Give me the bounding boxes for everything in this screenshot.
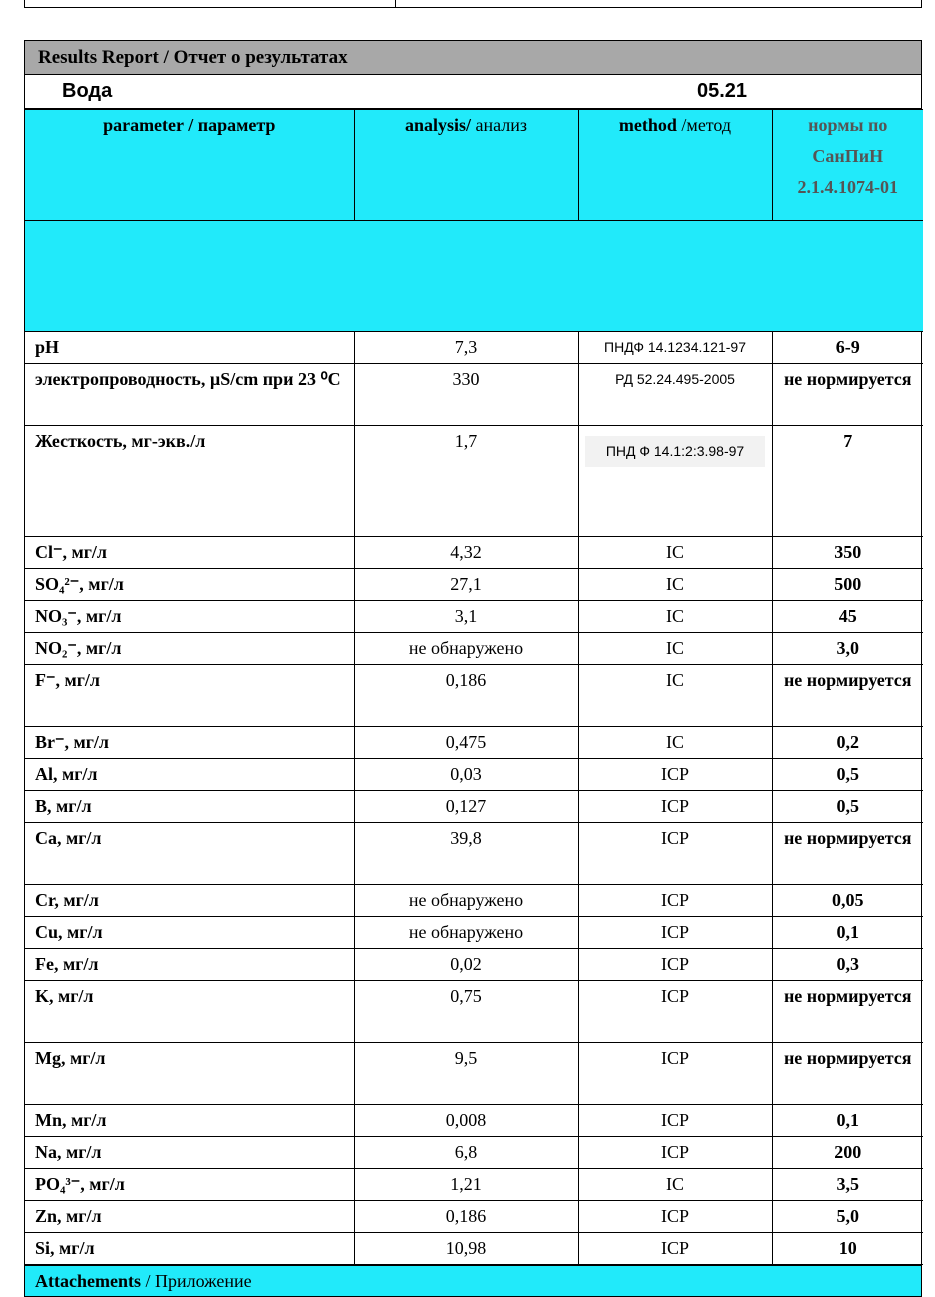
sample-name: Вода <box>62 80 113 102</box>
table-row <box>25 1105 923 1137</box>
row-parameter: Жесткость, мг-экв./л <box>25 426 354 537</box>
row-analysis: 39,8 <box>354 823 578 885</box>
row-parameter: NO₃⁻, мг/л <box>25 601 354 633</box>
row-method: IC <box>578 569 772 601</box>
table-row <box>25 727 923 759</box>
row-method: ICP <box>578 1105 772 1137</box>
row-analysis: 0,03 <box>354 759 578 791</box>
row-analysis: 0,186 <box>354 665 578 727</box>
table-row <box>25 1233 923 1265</box>
row-parameter: B, мг/л <box>25 791 354 823</box>
row-method: ICP <box>578 823 772 885</box>
row-parameter: SO₄²⁻, мг/л <box>25 569 354 601</box>
table-row <box>25 823 923 885</box>
row-parameter: Mg, мг/л <box>25 1043 354 1105</box>
row-analysis: не обнаружено <box>354 885 578 917</box>
row-parameter: K, мг/л <box>25 981 354 1043</box>
table-row <box>25 1201 923 1233</box>
row-analysis: 7,3 <box>354 332 578 364</box>
header-parameter: parameter / параметр <box>25 110 354 221</box>
row-method: ICP <box>578 1137 772 1169</box>
row-norm: 3,5 <box>772 1169 923 1201</box>
row-analysis: не обнаружено <box>354 633 578 665</box>
row-parameter: pH <box>25 332 354 364</box>
row-norm: не нормируется <box>772 1043 923 1105</box>
row-norm: 0,3 <box>772 949 923 981</box>
row-method: IC <box>578 727 772 759</box>
header-method: method /метод <box>578 110 772 221</box>
table-row <box>25 665 923 727</box>
row-norm: 0,1 <box>772 1105 923 1137</box>
table-row <box>25 601 923 633</box>
row-parameter: F⁻, мг/л <box>25 665 354 727</box>
row-parameter: Fe, мг/л <box>25 949 354 981</box>
row-analysis: 27,1 <box>354 569 578 601</box>
row-analysis: 0,008 <box>354 1105 578 1137</box>
table-row <box>25 426 923 537</box>
table-row <box>25 1043 923 1105</box>
row-norm: 350 <box>772 537 923 569</box>
row-parameter: Zn, мг/л <box>25 1201 354 1233</box>
row-method: ICP <box>578 1233 772 1265</box>
previous-table-fragment <box>24 0 922 8</box>
attachments-table <box>25 1265 921 1296</box>
row-analysis: 10,98 <box>354 1233 578 1265</box>
table-row <box>25 759 923 791</box>
row-analysis: 4,32 <box>354 537 578 569</box>
table-row <box>25 1137 923 1169</box>
row-method: ICP <box>578 1043 772 1105</box>
row-analysis: 0,186 <box>354 1201 578 1233</box>
row-parameter: Cu, мг/л <box>25 917 354 949</box>
row-norm: 500 <box>772 569 923 601</box>
header-norm: нормы по СанПиН 2.1.4.1074-01 <box>772 110 923 221</box>
results-table <box>25 109 923 1265</box>
row-norm: не нормируется <box>772 665 923 727</box>
row-method <box>578 426 772 537</box>
row-parameter: Br⁻, мг/л <box>25 727 354 759</box>
results-report <box>24 40 922 1297</box>
row-parameter: Na, мг/л <box>25 1137 354 1169</box>
row-parameter: Ca, мг/л <box>25 823 354 885</box>
row-method: ICP <box>578 1201 772 1233</box>
row-norm: 200 <box>772 1137 923 1169</box>
table-header <box>25 110 923 332</box>
table-row <box>25 885 923 917</box>
row-norm: не нормируется <box>772 823 923 885</box>
row-analysis: 3,1 <box>354 601 578 633</box>
row-parameter: PO₄³⁻, мг/л <box>25 1169 354 1201</box>
row-method: ICP <box>578 981 772 1043</box>
row-method: IC <box>578 601 772 633</box>
sample-row <box>25 75 921 109</box>
table-body <box>25 332 923 1265</box>
row-norm: не нормируется <box>772 981 923 1043</box>
row-parameter: Si, мг/л <box>25 1233 354 1265</box>
sample-date: 05.21 <box>697 80 748 102</box>
row-norm: 5,0 <box>772 1201 923 1233</box>
row-method: ICP <box>578 885 772 917</box>
row-analysis: 0,127 <box>354 791 578 823</box>
row-method: ПНДФ 14.1234.121-97 <box>578 332 772 364</box>
row-parameter: электропроводность, µS/cm при 23 ⁰С <box>25 364 354 426</box>
method-box: ПНД Ф 14.1:2:3.98-97 <box>585 436 765 467</box>
row-analysis: не обнаружено <box>354 917 578 949</box>
table-row <box>25 949 923 981</box>
row-analysis: 9,5 <box>354 1043 578 1105</box>
row-method: IC <box>578 633 772 665</box>
row-method: IC <box>578 1169 772 1201</box>
row-parameter: Cr, мг/л <box>25 885 354 917</box>
row-parameter: Mn, мг/л <box>25 1105 354 1137</box>
row-parameter: Al, мг/л <box>25 759 354 791</box>
row-method: IC <box>578 537 772 569</box>
row-analysis: 6,8 <box>354 1137 578 1169</box>
row-method: ICP <box>578 917 772 949</box>
table-row <box>25 791 923 823</box>
report-title: Results Report / Отчет о результатах <box>25 41 921 75</box>
row-analysis: 1,7 <box>354 426 578 537</box>
table-row <box>25 364 923 426</box>
table-row <box>25 917 923 949</box>
row-method: РД 52.24.495-2005 <box>578 364 772 426</box>
row-analysis: 330 <box>354 364 578 426</box>
table-row <box>25 569 923 601</box>
row-analysis: 1,21 <box>354 1169 578 1201</box>
row-norm: 0,5 <box>772 759 923 791</box>
attachments-label[interactable]: Attachements / Приложение <box>25 1266 921 1297</box>
header-analysis: analysis/ анализ <box>354 110 578 221</box>
row-norm: 6-9 <box>772 332 923 364</box>
table-row <box>25 537 923 569</box>
row-method: ICP <box>578 949 772 981</box>
row-norm: 0,05 <box>772 885 923 917</box>
row-analysis: 0,02 <box>354 949 578 981</box>
row-norm: 0,5 <box>772 791 923 823</box>
row-method: ICP <box>578 759 772 791</box>
row-norm: 3,0 <box>772 633 923 665</box>
row-method: ICP <box>578 791 772 823</box>
row-method: IC <box>578 665 772 727</box>
table-row <box>25 332 923 364</box>
row-norm: 0,2 <box>772 727 923 759</box>
row-norm: 0,1 <box>772 917 923 949</box>
table-row <box>25 1169 923 1201</box>
row-norm: 10 <box>772 1233 923 1265</box>
row-analysis: 0,75 <box>354 981 578 1043</box>
table-row <box>25 633 923 665</box>
row-norm: 7 <box>772 426 923 537</box>
fragment-divider <box>395 0 396 8</box>
row-parameter: Cl⁻, мг/л <box>25 537 354 569</box>
row-analysis: 0,475 <box>354 727 578 759</box>
row-parameter: NO₂⁻, мг/л <box>25 633 354 665</box>
row-norm: не нормируется <box>772 364 923 426</box>
row-norm: 45 <box>772 601 923 633</box>
table-row <box>25 981 923 1043</box>
attachments-row <box>25 1266 921 1297</box>
